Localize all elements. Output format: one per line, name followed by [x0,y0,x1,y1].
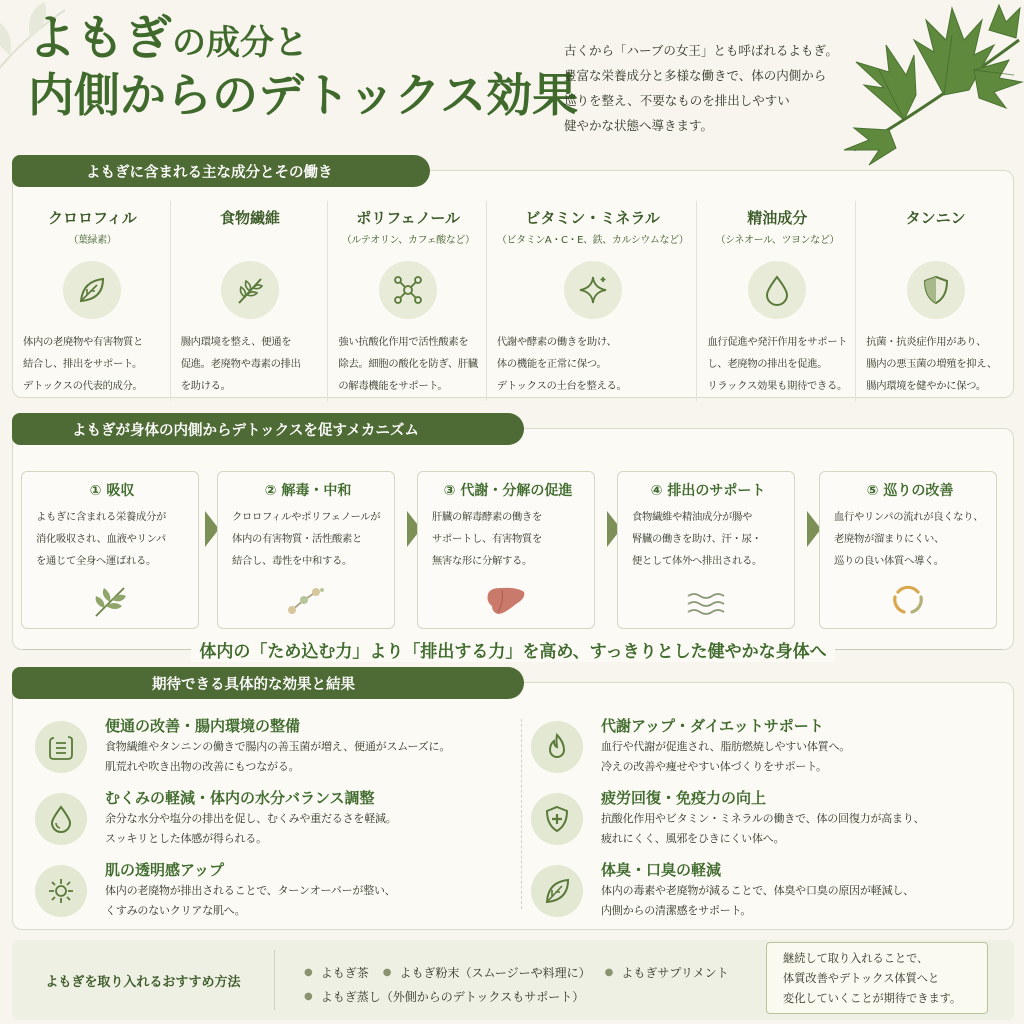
effect-title: むくみの軽減・体内の水分バランス調整 [105,789,375,807]
desc-line: を通じて全身へ運ばれる。 [36,555,156,567]
note-line: 体質改善やデトックス体質へと [783,972,940,985]
component-desc [707,331,847,397]
liver-icon [418,584,594,618]
desc-line: 老廃物が溜まりにくい、 [834,533,944,545]
method-label: よもぎ蒸し（外側からのデトックスもサポート） [320,989,585,1004]
desc-line: 抗酸化作用やビタミン・ミネラルの働きで、体の回復力が高まり、 [601,812,925,825]
desc-line: 腸内環境を整え、便通を [180,336,292,348]
component-desc [181,331,320,397]
recommend-methods [304,960,743,1008]
leaf-sprig-icon [22,582,198,618]
component-desc [866,331,1005,397]
step-metabolism [417,471,595,629]
intro-line: 巡りを整え、不要なものを排出しやすい [564,93,790,108]
step-desc [632,506,784,572]
desc-line: 抗菌・抗炎症作用があり、 [866,336,987,348]
desc-line: 消化吸収され、血液やリンパ [36,533,166,545]
shield-icon [907,261,965,319]
skin-glow-icon [35,865,87,917]
effect-title: 代謝アップ・ダイエットサポート [601,717,824,735]
step-desc [432,506,584,572]
step-title: ② 解毒・中和 [264,483,352,499]
desc-line: 結合し、毒性を中和する。 [232,555,352,567]
mechanism-banner [13,636,1013,662]
component-essential-oil [697,201,856,401]
bullet-icon: ● [304,966,313,978]
effect-title: 肌の透明感アップ [105,861,224,879]
desc-line: し、老廃物の排出を促進。 [707,358,828,370]
desc-line: の解毒機能をサポート。 [338,380,448,392]
desc-line: よもぎに含まれる栄養成分が [36,511,166,523]
step-desc [834,506,986,572]
leaf-outline-icon [531,865,583,917]
step-title: ① 吸収 [89,483,135,499]
leaf-icon [63,261,121,319]
method-item [304,988,584,1005]
method-item [304,964,369,981]
component-name: ビタミン・ミネラル [525,209,660,227]
title-line1-a: よもぎ [28,10,173,66]
desc-line: 結合し、排出をサポート。 [23,358,143,370]
effects-heading [12,667,524,699]
components-heading [12,155,430,187]
effect-desc [105,881,396,921]
desc-line: 肝臓の解毒酵素の働きを [432,511,542,523]
method-item [383,964,591,981]
methods-row [304,960,743,984]
step-detox-neutralize [217,471,395,629]
intro-text [564,38,864,138]
molecule-chain-icon [218,582,394,618]
method-item [605,964,729,981]
mechanism-steps [21,471,1001,629]
intestine-icon [35,721,87,773]
desc-line: を助ける。 [180,380,231,392]
bullet-icon: ● [604,966,614,978]
intro-line: 古くから「ハーブの女王」とも呼ばれるよもぎ。 [564,43,838,58]
desc-line: 無害な形に分解する。 [432,555,532,567]
components-row [13,201,1013,401]
desc-line: 体内の有害物質・活性酸素と [232,533,362,545]
component-sub [181,231,320,253]
recommend-label: よもぎを取り入れるおすすめ方法 [45,974,241,990]
component-name: 食物繊維 [220,209,281,227]
component-name: クロロフィル [47,209,137,227]
desc-line: 食物繊維や精油成分が腸や [632,511,752,523]
desc-line: 内側からの清潔感をサポート。 [601,904,752,917]
method-label: よもぎ粉末（スムージーや料理に） [399,965,591,980]
effect-desc [601,809,924,849]
effect-desc [601,737,850,777]
desc-line: 腎臓の働きを助け、汗・尿・ [632,533,762,545]
effect-title: 疲労回復・免疫力の向上 [601,789,767,807]
step-title: ④ 排出のサポート [650,483,766,499]
desc-line: 血行やリンパの流れが良くなり、 [834,511,984,523]
step-circulation [819,471,997,629]
desc-line: スッキリとした体感が得られる。 [105,832,267,845]
step-desc [232,506,384,572]
desc-line: 代謝や酵素の働きを助け、 [496,336,617,348]
mechanism-heading [12,413,524,445]
desc-line: 体内の毒素や老廃物が減ることで、体臭や口臭の原因が軽減し、 [601,884,914,897]
step-desc [36,506,188,572]
component-desc [497,331,688,397]
desc-line: 体の機能を正常に保つ。 [496,358,607,370]
step-excretion [617,471,795,629]
desc-line: 腸内の悪玉菌の増殖を抑え、 [866,358,997,370]
method-label: よもぎサプリメント [621,965,729,980]
health-shield-icon [531,793,583,845]
methods-row [304,984,743,1008]
mechanism-heading-text: よもぎが身体の内側からデトックスを促すメカニズム [72,422,419,439]
bullet-icon: ● [304,990,313,1002]
effect-desc [105,737,450,777]
intro-line: 豊富な栄養成分と多様な働きで、体の内側から [564,68,827,83]
desc-line: デトックスの土台を整える。 [496,380,627,392]
component-name: タンニン [905,209,966,227]
effect-desc [601,881,914,921]
effect-title: 便通の改善・腸内環境の整備 [105,717,301,735]
desc-line: デトックスの代表的成分。 [23,380,143,392]
desc-line: 食物繊維やタンニンの働きで腸内の善玉菌が増え、便通がスムーズに。 [105,740,451,753]
effect-title: 体臭・口臭の軽減 [601,861,722,879]
step-title: ⑤ 巡りの改善 [866,483,954,499]
note-line: 変化していくことが期待できます。 [783,992,962,1005]
component-sub: （ルテオリン、カフェ酸など） [341,235,475,246]
effect-skin [13,859,453,923]
desc-line: 体内の老廃物が排出されることで、ターンオーバーが整い、 [105,884,396,897]
component-tannin [856,201,1013,401]
desc-line: 腸内環境を健やかに保つ。 [866,380,986,392]
desc-line: くすみのないクリアな肌へ。 [105,904,246,917]
effects-grid [13,715,1013,921]
desc-line: 便として体外へ排出される。 [632,555,762,567]
desc-line: 促進。老廃物や毒素の排出 [180,358,301,370]
molecule-icon [379,261,437,319]
component-fiber [171,201,329,401]
desc-line: サポートし、有害物質を [432,533,542,545]
components-section [12,164,1014,398]
effects-heading-text: 期待できる具体的な効果と結果 [152,676,355,693]
components-heading-text: よもぎに含まれる主な成分とその働き [86,164,333,181]
title-line2: 内側からのデトックス効果 [28,68,579,122]
title-line1-b: の成分と [172,23,309,63]
recommend-separator [274,950,275,1010]
component-desc [338,331,478,397]
sparkle-icon [564,261,622,319]
bullet-icon: ● [382,966,392,978]
note-line: 継続して取り入れることで、 [783,952,929,965]
effect-bowel [13,715,453,779]
effect-desc [105,809,397,849]
desc-line: リラックス効果も期待できる。 [707,380,847,392]
cycle-icon [820,582,996,618]
component-desc [23,331,162,397]
effect-odor [509,859,949,923]
desc-line: 血行促進や発汗作用をサポート [707,336,848,348]
sprig-icon [221,261,279,319]
effects-section [12,676,1014,930]
component-sub [866,231,1005,253]
desc-line: 体内の老廃物や有害物質と [23,336,143,348]
step-title: ③ 代謝・分解の促進 [443,483,573,499]
component-sub: （葉緑素） [68,235,117,246]
water-drop-icon [35,793,87,845]
banner-text: 体内の「ため込む力」より「排出する力」を高め、すっきりとした健やかな身体へ [191,637,834,662]
component-vitamin-mineral [487,201,697,401]
desc-line: 除去。細胞の酸化を防ぎ、肝臓 [338,358,478,370]
component-sub: （ビタミンA・C・E、鉄、カルシウムなど） [496,235,689,246]
effect-fatigue [509,787,949,851]
component-name: 精油成分 [747,209,808,227]
desc-line: 余分な水分や塩分の排出を促し、むくみや重だるさを軽減。 [105,812,397,825]
recommend-note [766,942,988,1014]
intro-line: 健やかな状態へ導きます。 [564,118,714,133]
effect-metabolism [509,715,949,779]
desc-line: 血行や代謝が促進され、脂肪燃焼しやすい体質へ。 [601,740,851,753]
recommend-bar [12,940,1014,1020]
desc-line: 疲れにくく、風邪をひきにくい体へ。 [601,832,785,845]
effect-swelling [13,787,453,851]
component-sub: （シネオール、ツヨンなど） [715,235,840,246]
desc-line: 巡りの良い体質へ導く。 [834,555,944,567]
desc-line: クロロフィルやポリフェノールが [232,511,381,523]
method-label: よもぎ茶 [320,965,369,980]
desc-line: 肌荒れや吹き出物の改善にもつながる。 [105,760,300,773]
mechanism-section [12,422,1014,662]
component-polyphenol [328,201,487,401]
drop-icon [748,261,806,319]
desc-line: 冷えの改善や痩せやすい体づくりをサポート。 [601,760,827,773]
desc-line: 強い抗酸化作用で活性酸素を [338,336,469,348]
step-absorption [21,471,199,629]
flame-icon [531,721,583,773]
component-chlorophyll [13,201,171,401]
wave-icon [618,588,794,618]
page-title [28,10,579,122]
component-name: ポリフェノール [356,209,461,227]
